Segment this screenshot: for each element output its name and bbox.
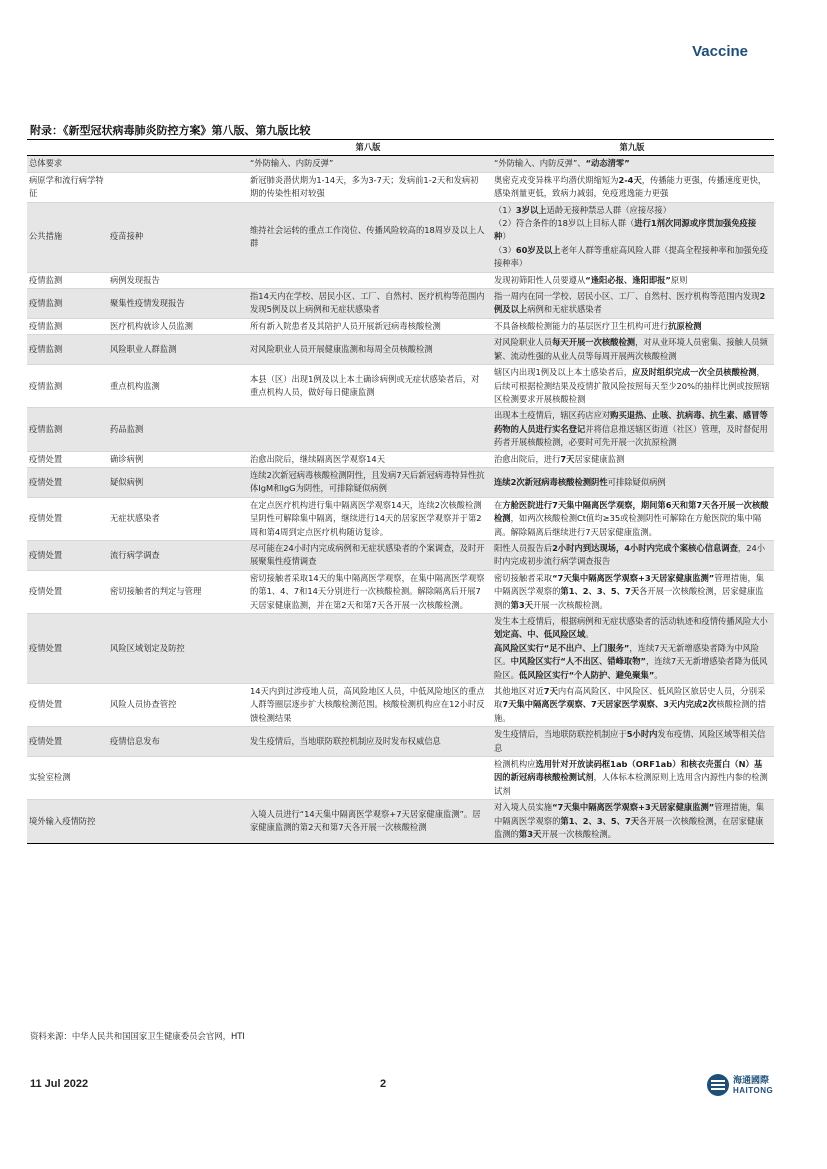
table-cell-c4: [490, 289, 774, 318]
table-cell-c3: [246, 335, 490, 364]
cell-text: 无症状感染者: [110, 513, 160, 524]
table-row: [27, 468, 774, 498]
table-cell-c1: [27, 289, 108, 318]
table-cell-c4: [490, 614, 774, 683]
table-cell-c3: [246, 541, 490, 570]
table-cell-c2: [108, 727, 246, 756]
cell-text: 风险人员协查管控: [110, 699, 177, 710]
table-row: [27, 614, 774, 684]
haitong-logo: [707, 1074, 773, 1096]
table-cell-c3: [246, 203, 490, 272]
table-cell-c4: [490, 727, 774, 756]
cell-text: 出现本土疫情后，辖区药店应对购买退热、止咳、抗病毒、抗生素、感冒等药物的人员进行实名登记并将信息推送辖区街道（社区）管理，及时督促用药者开展核酸检测，必要时可先开展一次抗原检测: [494, 410, 768, 448]
table-row: [27, 273, 774, 289]
cell-text: 所有新入院患者及其陪护人员开展新冠病毒核酸检测: [250, 320, 441, 331]
table-cell-c4: [490, 452, 774, 467]
table-cell-c4: [490, 684, 774, 726]
cell-text: 疫情信息发布: [110, 735, 160, 746]
cell-text: 风险职业人群监测: [110, 343, 177, 354]
cell-text: 密切接触者的判定与管理: [110, 586, 202, 597]
cell-text: 不具备核酸检测能力的基层医疗卫生机构可进行抗原检测: [494, 320, 702, 331]
cell-text: 发生疫情后，当地联防联控机制应及时发布权威信息: [250, 735, 441, 746]
cell-text: 对风险职业人员开展健康监测和每周全员核酸检测: [250, 343, 433, 354]
table-row: [27, 757, 774, 800]
table-row: [27, 203, 774, 273]
cell-text: 疫情监测: [29, 320, 63, 331]
page-number: 2: [380, 1078, 387, 1090]
table-row: [27, 365, 774, 408]
table-cell-c3: [246, 800, 490, 842]
table-cell-c2: [108, 452, 246, 467]
cell-text: “外防输入、内防反弹”: [250, 158, 334, 169]
table-cell-c2: [108, 571, 246, 613]
table-cell-c3: [246, 452, 490, 467]
table-row: [27, 800, 774, 842]
table-cell-c3: [246, 319, 490, 334]
cell-text: 发现初筛阳性人员要遵从“逢阳必报、逢阳即报”原则: [494, 274, 688, 285]
table-cell-c2: [108, 800, 246, 842]
cell-text: 密切接触者采取“7天集中隔离医学观察+3天居家健康监测”管理措施，集中隔离医学观察的第1、2、3、5、7天各开展一次核酸检测，居家健康监测的第3天开展一次核酸检测。: [494, 572, 765, 610]
cell-text: 14天内到过涉疫地人员，高风险地区人员，中低风险地区的重点人群等圈层逐步扩大核酸检测范围。核酸检测机构应在12小时反馈检测结果: [250, 686, 485, 723]
cell-text: 疫情处置: [29, 513, 63, 524]
cell-text: 疫情处置: [29, 586, 63, 597]
table-cell-c3: [246, 273, 490, 288]
cell-text: 流行病学调查: [110, 549, 160, 560]
logo-text-cn: 海通國際: [733, 1075, 770, 1086]
table-cell-c3: [246, 684, 490, 726]
cell-text: 奥密克戎变异株平均潜伏期缩短为2-4天，传播能力更强，传播速度更快，感染剂量更低，致病力减弱，免疫逃逸能力更强: [494, 174, 767, 199]
table-cell-c2: [108, 173, 246, 202]
table-cell-c1: [27, 727, 108, 756]
table-cell-c4: [490, 468, 774, 497]
cell-text: 药品监测: [110, 423, 144, 434]
table-cell-c2: [108, 365, 246, 407]
table-cell-c2: [108, 684, 246, 726]
table-cell-c3: [246, 408, 490, 450]
cell-text: 其他地区对近7天内有高风险区、中风险区、低风险区旅居史人员，分别采取7天集中隔离医学观察、7天居家医学观察、3天内完成2次核酸检测的措施。: [494, 686, 767, 723]
table-cell-c1: [27, 273, 108, 288]
table-cell-c3: [246, 727, 490, 756]
column-header: [27, 140, 108, 155]
column-header: [108, 140, 246, 155]
cell-text: 发生本土疫情后，根据病例和无症状感染者的活动轨迹和疫情传播风险大小划定高、中、低风险区域。 高风险区实行“足不出户、上门服务”，连续7天无新增感染者降为中风险区。中风险区实行“人不出区、错峰取物”，连续7天无新增感染者降为低风险区。低风险区实行“个人防护、避免聚集”。: [494, 616, 768, 680]
comparison-table: [27, 139, 774, 844]
cell-text: 疫情处置: [29, 699, 63, 710]
table-cell-c2: [108, 273, 246, 288]
cell-text: 疫情监测: [29, 274, 63, 285]
cell-text: 疫情处置: [29, 453, 63, 464]
table-cell-c4: [490, 757, 774, 799]
cell-text: 治愈出院后，继续隔离医学观察14天: [250, 453, 386, 464]
table-cell-c1: [27, 335, 108, 364]
cell-text: 疫情处置: [29, 642, 63, 653]
table-row: [27, 289, 774, 319]
table-cell-c4: [490, 335, 774, 364]
table-cell-c4: [490, 319, 774, 334]
table-row: [27, 173, 774, 203]
cell-text: 辖区内出现1例及以上本土感染者后，应及时组织完成一次全员核酸检测，后续可根据检测结果及疫情扩散风险按照每天至少20%的抽样比例或按照辖区检测要求开展核酸检测: [494, 367, 770, 404]
table-row: [27, 335, 774, 365]
column-header-ninth-edition: 第九版: [619, 142, 645, 152]
table-cell-c2: [108, 541, 246, 570]
cell-text: 病原学和流行病学特征: [29, 174, 104, 199]
cell-text: 维持社会运转的重点工作岗位、传播风险较高的18周岁及以上人群: [250, 224, 485, 249]
table-cell-c1: [27, 203, 108, 272]
table-cell-c2: [108, 614, 246, 683]
table-cell-c1: [27, 498, 108, 540]
table-body: [27, 156, 774, 842]
table-cell-c3: [246, 289, 490, 318]
cell-text: 尽可能在24小时内完成病例和无症状感染者的个案调查，及时开展聚集性疫情调查: [250, 542, 485, 567]
table-cell-c2: [108, 289, 246, 318]
table-cell-c3: [246, 156, 490, 171]
cell-text: 在方舱医院进行7天集中隔离医学观察，期间第6天和第7天各开展一次核酸检测，如两次核酸检测Ct值均≥35或检测阴性可解除在方舱医院的集中隔离。解除隔离后继续进行7天居家健康监测。: [494, 499, 769, 537]
table-cell-c1: [27, 800, 108, 842]
table-title: 附录：《新型冠状病毒肺炎防控方案》第八版、第九版比较: [30, 124, 311, 137]
table-cell-c4: [490, 273, 774, 288]
cell-text: 公共措施: [29, 231, 63, 242]
cell-text: 检测机构应选用针对开放读码框1ab（ORF1ab）和核衣壳蛋白（N）基因的新冠病毒核酸检测试剂，人体标本检测原则上选用含内源性内参的检测试剂: [494, 759, 768, 796]
table-cell-c1: [27, 452, 108, 467]
table-cell-c3: [246, 365, 490, 407]
cell-text: 连续2次新冠病毒核酸检测阴性可排除疑似病例: [494, 476, 666, 487]
table-cell-c2: [108, 408, 246, 450]
table-cell-c2: [108, 319, 246, 334]
table-cell-c2: [108, 156, 246, 171]
cell-text: 发生疫情后，当地联防联控机制应于5小时内发布疫情、风险区域等相关信息: [494, 729, 766, 753]
cell-text: 重点机构监测: [110, 380, 160, 391]
cell-text: 疑似病例: [110, 476, 144, 487]
cell-text: 密切接触者采取14天的集中隔离医学观察，在集中隔离医学观察的第1、4、7和14天分别进行一次核酸检测。解除隔离后开展7天居家健康监测，并在第2天和第7天各开展一次核酸检测。: [250, 572, 485, 610]
cell-text: 聚集性疫情发现报告: [110, 297, 185, 308]
cell-text: 医疗机构就诊人员监测: [110, 320, 193, 331]
table-cell-c1: [27, 757, 108, 799]
table-cell-c4: [490, 498, 774, 540]
table-cell-c1: [27, 468, 108, 497]
table-cell-c1: [27, 541, 108, 570]
table-cell-c1: [27, 319, 108, 334]
table-cell-c2: [108, 498, 246, 540]
table-cell-c3: [246, 571, 490, 613]
table-cell-c3: [246, 173, 490, 202]
cell-text: 指一周内在同一学校、居民小区、工厂、自然村、医疗机构等范围内发现2例及以上病例和无症状感染者: [494, 291, 766, 315]
cell-text: 指14天内在学校、居民小区、工厂、自然村、医疗机构等范围内发现5例及以上病例和无症状感染者: [250, 291, 485, 315]
cell-text: 疫情处置: [29, 735, 63, 746]
source-note: 资料来源：中华人民共和国国家卫生健康委员会官网，HTI: [30, 1031, 245, 1041]
table-cell-c4: [490, 571, 774, 613]
table-cell-c2: [108, 335, 246, 364]
table-cell-c1: [27, 173, 108, 202]
table-row: [27, 498, 774, 541]
table-row: [27, 452, 774, 468]
table-cell-c4: [490, 408, 774, 450]
cell-text: 对入境人员实施“7天集中隔离医学观察+3天居家健康监测”管理措施，集中隔离医学观察的第1、2、3、5、7天各开展一次核酸检测，在居家健康监测的第3天开展一次核酸检测。: [494, 802, 765, 840]
cell-text: 疫情监测: [29, 380, 63, 391]
table-row: [27, 727, 774, 757]
table-header-row: [27, 140, 774, 156]
cell-text: 治愈出院后，进行7天居家健康监测: [494, 453, 625, 464]
table-row: [27, 408, 774, 451]
cell-text: 疫情监测: [29, 343, 63, 354]
logo-text-en: HAITONG: [733, 1085, 774, 1095]
cell-text: 对风险职业人员每天开展一次核酸检测，对从业环境人员密集、接触人员频繁、流动性强的从业人员等每周开展两次核酸检测: [494, 337, 768, 361]
table-cell-c4: [490, 365, 774, 407]
cell-text: 疫苗接种: [110, 231, 144, 242]
table-row: [27, 156, 774, 172]
table-cell-c1: [27, 408, 108, 450]
table-cell-c3: [246, 614, 490, 683]
table-cell-c2: [108, 203, 246, 272]
report-category-label: Vaccine: [692, 43, 748, 60]
cell-text: 在定点医疗机构进行集中隔离医学观察14天，连续2次核酸检测呈阴性可解除集中隔离，继续进行14天的居家医学观察并于第2周和第4周到定点医疗机构随访复诊。: [250, 499, 482, 537]
cell-text: 入境人员进行“14天集中隔离医学观察+7天居家健康监测”。居家健康监测的第2天和第7天各开展一次核酸检测: [250, 808, 481, 833]
table-cell-c4: [490, 541, 774, 570]
cell-text: 风险区域划定及防控: [110, 642, 185, 653]
cell-text: 境外输入疫情防控: [29, 815, 96, 826]
cell-text: 疫情处置: [29, 476, 63, 487]
footer-date: 11 Jul 2022: [30, 1078, 89, 1090]
table-cell-c1: [27, 156, 108, 171]
cell-text: 确诊病例: [110, 453, 144, 464]
cell-text: 阳性人员报告后2小时内到达现场，4小时内完成个案核心信息调查，24小时内完成初步流行病学调查报告: [494, 542, 766, 567]
column-header-eighth-edition: 第八版: [355, 142, 381, 152]
table-cell-c2: [108, 757, 246, 799]
table-row: [27, 541, 774, 571]
cell-text: 疫情处置: [29, 549, 63, 560]
table-cell-c4: [490, 173, 774, 202]
cell-text: 病例发现报告: [110, 274, 160, 285]
table-cell-c2: [108, 468, 246, 497]
table-row: [27, 319, 774, 335]
haitong-logo-icon: [707, 1074, 729, 1096]
table-cell-c3: [246, 498, 490, 540]
cell-text: 实验室检测: [29, 772, 71, 783]
cell-text: 新冠肺炎潜伏期为1-14天，多为3-7天；发病前1-2天和发病初期的传染性相对较强: [250, 174, 479, 199]
cell-text: （1）3岁以上适龄无接种禁忌人群（应接尽接） （2）符合条件的18岁以上目标人群（进行1剂次同源或序贯加强免疫接种） （3）60岁及以上老年人群等重症高风险人群（提高全程接种率和加强免疫接种率）: [494, 204, 769, 269]
table-row: [27, 571, 774, 614]
table-row: [27, 684, 774, 727]
cell-text: 本县（区）出现1例及以上本土确诊病例或无症状感染者后，对重点机构人员，做好每日健康监测: [250, 373, 480, 398]
cell-text: 连续2次新冠病毒核酸检测阴性，且发病7天后新冠病毒特异性抗体IgM和IgG为阴性，可排除疑似病例: [250, 469, 485, 494]
table-cell-c1: [27, 365, 108, 407]
cell-text: 疫情监测: [29, 423, 63, 434]
table-cell-c1: [27, 571, 108, 613]
table-cell-c1: [27, 614, 108, 683]
table-cell-c3: [246, 757, 490, 799]
table-cell-c1: [27, 684, 108, 726]
table-cell-c3: [246, 468, 490, 497]
table-cell-c4: [490, 156, 774, 171]
table-cell-c4: [490, 203, 774, 272]
table-cell-c4: [490, 800, 774, 842]
cell-text: 总体要求: [29, 158, 63, 169]
cell-text: 疫情监测: [29, 297, 63, 308]
cell-text: “外防输入、内防反弹”、“动态清零”: [494, 158, 630, 169]
